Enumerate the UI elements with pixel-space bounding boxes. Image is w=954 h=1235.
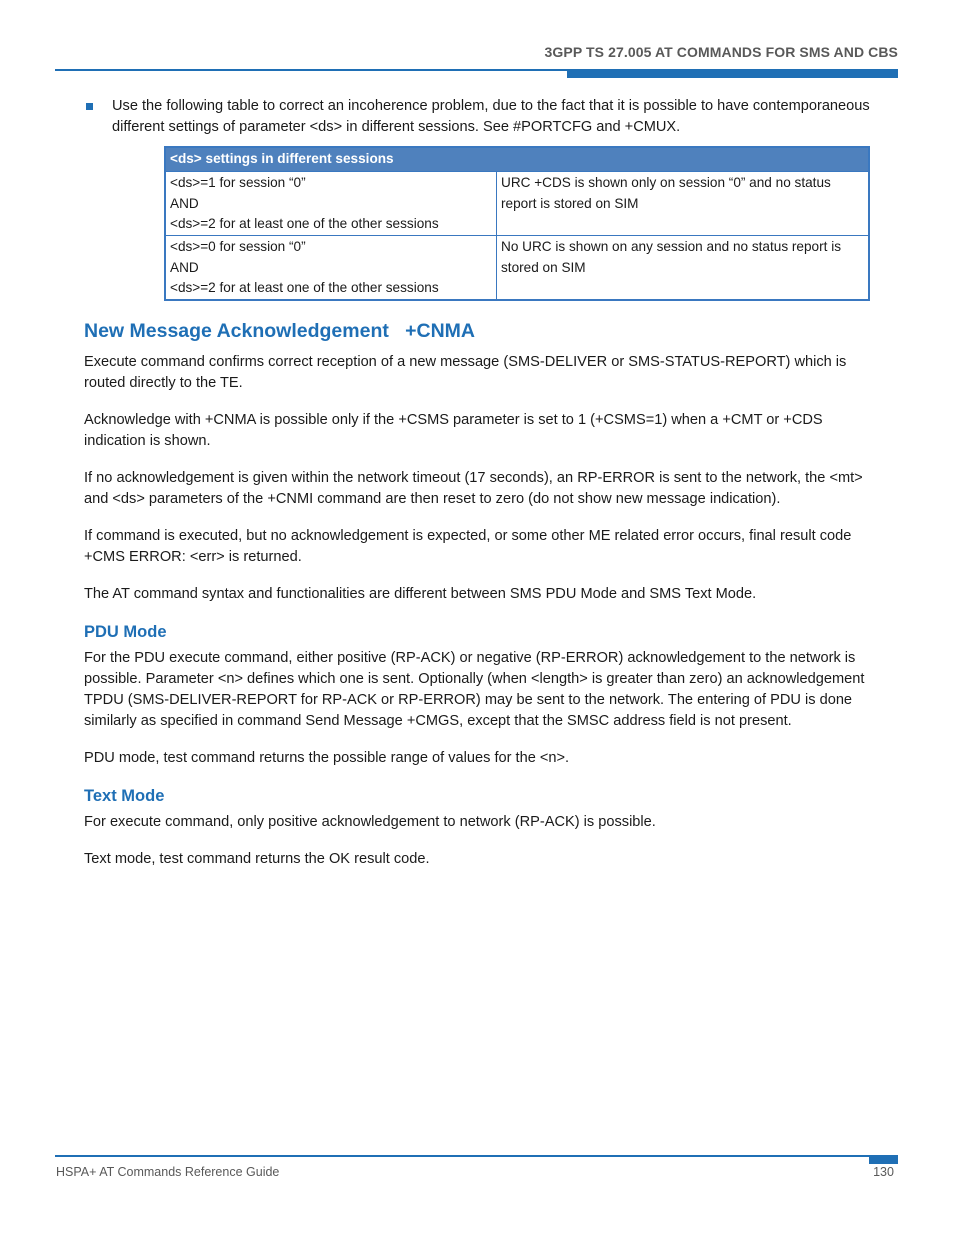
paragraph: For the PDU execute command, either positive (RP-ACK) or negative (RP-ERROR) acknowledgement to the network is possible. Parameter <n> defines which one is sent. Optionally (when <length> is greater than zero) an acknowledgement TPDU (SMS-DELIVER-REPORT for RP-ACK or RP-ERROR) may be sent to the network. The entering of PDU is done similarly as specified in command Send Message +CMGS, except that the SMSC address field is not present. [84,650,865,729]
page-number: 130 [873,1165,894,1179]
footer-rule [55,1155,898,1157]
pdu-mode-title: PDU Mode [84,623,167,641]
paragraph: Execute command confirms correct reception of a new message (SMS-DELIVER or SMS-STATUS-REPORT) which is routed directly to the TE. [84,354,847,391]
section-title: New Message Acknowledgement +CNMA [84,320,475,342]
table-cell-result: URC +CDS is shown only on session “0” and no status report is stored on SIM [497,172,870,236]
table-cell-result: No URC is shown on any session and no status report is stored on SIM [497,236,870,301]
square-bullet-icon [86,103,93,110]
paragraph: Acknowledge with +CNMA is possible only if the +CSMS parameter is set to 1 (+CSMS=1) when a +CMT or +CDS indication is shown. [84,412,823,449]
ds-settings-table [164,146,870,301]
table-row [165,172,869,236]
condition-line: <ds>=2 for at least one of the other sessions [170,216,439,231]
paragraph: If no acknowledgement is given within the network timeout (17 seconds), an RP-ERROR is sent to the network, the <mt> and <ds> parameters of the +CNMI command are then reset to zero (do not show new message indication). [84,470,863,507]
footer-tab [869,1155,898,1164]
footer-doc-title: HSPA+ AT Commands Reference Guide [56,1165,280,1179]
condition-line: AND [170,259,199,275]
paragraph: If command is executed, but no acknowledgement is expected, or some other ME related error occurs, final result code +CMS ERROR: <err> is returned. [84,528,852,565]
condition-line: <ds>=1 for session “0” [170,175,306,190]
table-header: <ds> settings in different sessions [165,147,869,172]
paragraph: The AT command syntax and functionalities are different between SMS PDU Mode and SMS Text Mode. [84,586,757,602]
table-cell-condition [165,172,497,236]
running-header: 3GPP TS 27.005 AT COMMANDS FOR SMS AND CBS [544,44,898,60]
bullet-item [84,96,884,138]
paragraph: PDU mode, test command returns the possible range of values for the <n>. [84,750,570,766]
page-content [84,96,884,886]
table-cell-condition [165,236,497,301]
condition-line: <ds>=0 for session “0” [170,239,306,254]
paragraph: For execute command, only positive acknowledgement to network (RP-ACK) is possible. [84,814,656,830]
condition-line: AND [170,195,199,211]
condition-line: <ds>=2 for at least one of the other sessions [170,280,439,295]
table-row [165,236,869,301]
paragraph: Text mode, test command returns the OK result code. [84,851,430,867]
bullet-text: Use the following table to correct an incoherence problem, due to the fact that it is possible to have contemporaneous different settings of parameter <ds> in different sessions. See #PORTCFG and +CMUX. [112,98,870,135]
text-mode-title: Text Mode [84,787,165,805]
header-tab [567,69,898,78]
